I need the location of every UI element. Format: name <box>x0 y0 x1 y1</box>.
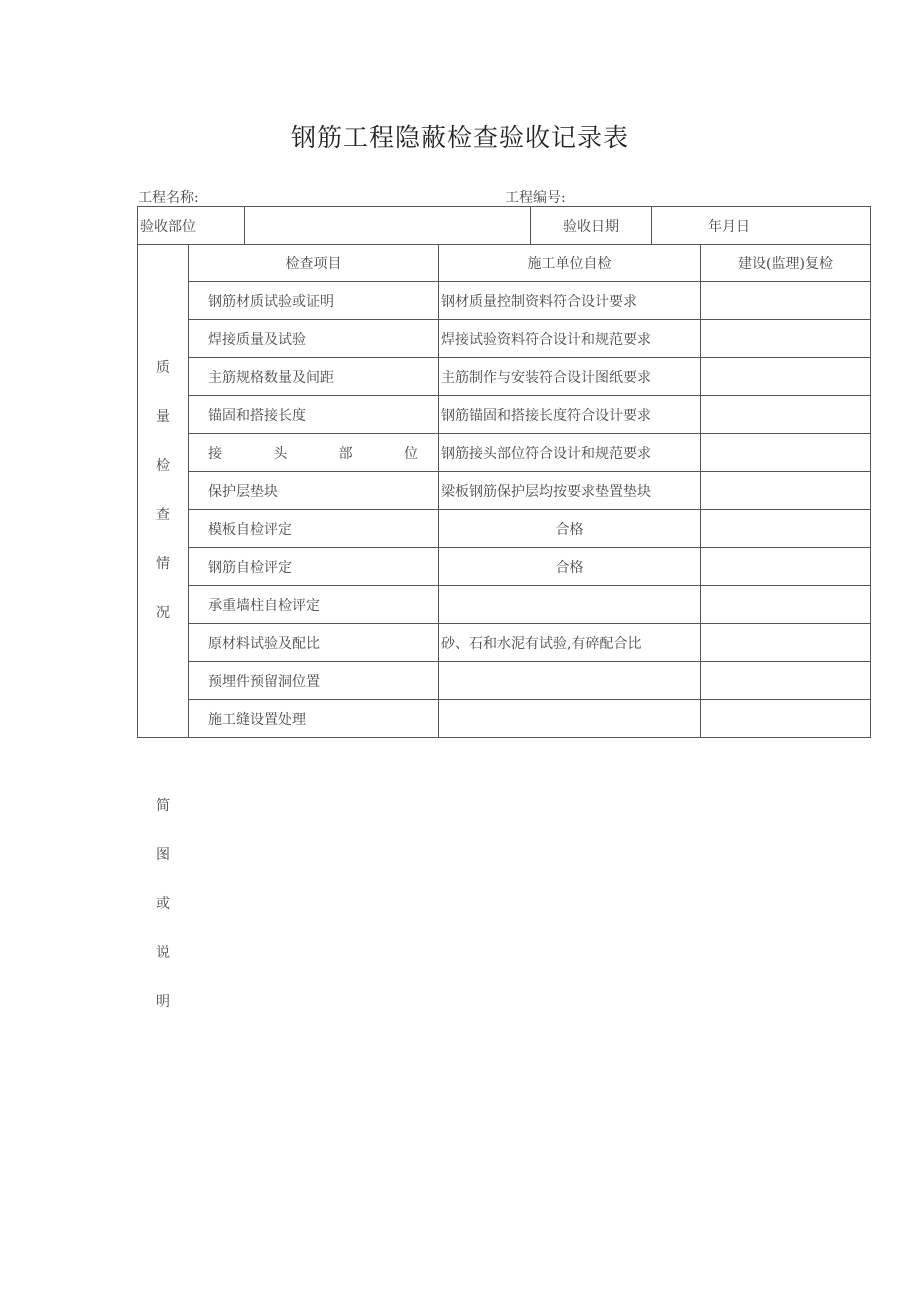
table-row <box>138 662 871 700</box>
quality-section-char: 检 <box>156 458 170 474</box>
self-check-cell[interactable]: 梁板钢筋保护层均按要求垫置垫块 <box>439 472 701 510</box>
item-name: 钢筋材质试验或证明 <box>189 282 439 320</box>
item-name: 原材料试验及配比 <box>189 624 439 662</box>
quality-section-char: 质 <box>156 360 170 376</box>
item-name: 钢筋自检评定 <box>189 548 439 586</box>
item-name: 锚固和搭接长度 <box>189 396 439 434</box>
table-row <box>138 624 871 662</box>
description-section-label <box>155 782 171 1027</box>
table-row <box>138 586 871 624</box>
acceptance-part-value[interactable] <box>245 207 531 245</box>
acceptance-part-label: 验收部位 <box>138 207 245 245</box>
acceptance-date-label: 验收日期 <box>531 207 652 245</box>
self-check-cell[interactable]: 钢筋锚固和搭接长度符合设计要求 <box>439 396 701 434</box>
table-row <box>138 700 871 738</box>
header-item: 检查项目 <box>189 245 439 282</box>
self-check-cell[interactable]: 钢材质量控制资料符合设计要求 <box>439 282 701 320</box>
header-row <box>138 245 871 282</box>
table-row <box>138 548 871 586</box>
table-row <box>138 358 871 396</box>
table-row <box>138 472 871 510</box>
quality-section-char: 况 <box>156 605 170 621</box>
page-title: 钢筋工程隐蔽检查验收记录表 <box>290 123 629 152</box>
description-char: 简 <box>156 798 170 814</box>
table-row <box>138 320 871 358</box>
description-char: 或 <box>156 896 170 912</box>
self-check-cell[interactable]: 砂、石和水泥有试验,有碎配合比 <box>439 624 701 662</box>
item-name: 施工缝设置处理 <box>189 700 439 738</box>
table-row <box>138 510 871 548</box>
self-check-cell[interactable]: 主筋制作与安装符合设计图纸要求 <box>439 358 701 396</box>
table-row <box>138 282 871 320</box>
self-check-cell[interactable]: 合格 <box>439 510 701 548</box>
item-name <box>189 434 439 472</box>
recheck-cell[interactable] <box>701 510 871 548</box>
item-name: 模板自检评定 <box>189 510 439 548</box>
recheck-cell[interactable] <box>701 586 871 624</box>
self-check-cell[interactable] <box>439 700 701 738</box>
recheck-cell[interactable] <box>701 548 871 586</box>
quality-section-char: 查 <box>156 507 170 523</box>
recheck-cell[interactable] <box>701 700 871 738</box>
item-name-char: 头 <box>273 445 288 462</box>
recheck-cell[interactable] <box>701 624 871 662</box>
item-name-char: 部 <box>338 445 353 462</box>
table-row <box>138 396 871 434</box>
description-char: 明 <box>156 994 170 1010</box>
recheck-cell[interactable] <box>701 320 871 358</box>
recheck-cell[interactable] <box>701 434 871 472</box>
recheck-cell[interactable] <box>701 358 871 396</box>
acceptance-date-value[interactable]: 年月日 <box>652 207 871 245</box>
recheck-cell[interactable] <box>701 396 871 434</box>
table-row <box>138 434 871 472</box>
item-name: 保护层垫块 <box>189 472 439 510</box>
self-check-cell[interactable]: 合格 <box>439 548 701 586</box>
self-check-cell[interactable] <box>439 586 701 624</box>
item-name-char: 接 <box>208 445 222 462</box>
acceptance-row <box>138 207 871 245</box>
quality-section-char: 情 <box>156 556 170 572</box>
recheck-cell[interactable] <box>701 282 871 320</box>
inspection-table <box>137 206 871 738</box>
quality-section-char: 量 <box>156 409 170 425</box>
header-self-check: 施工单位自检 <box>439 245 701 282</box>
recheck-cell[interactable] <box>701 472 871 510</box>
self-check-cell[interactable] <box>439 662 701 700</box>
description-char: 图 <box>156 847 170 863</box>
item-name: 预埋件预留洞位置 <box>189 662 439 700</box>
quality-section-label <box>138 245 189 738</box>
recheck-cell[interactable] <box>701 662 871 700</box>
header-recheck: 建设(监理)复检 <box>701 245 871 282</box>
project-name-label: 工程名称: <box>138 190 199 206</box>
self-check-cell[interactable]: 焊接试验资料符合设计和规范要求 <box>439 320 701 358</box>
description-char: 说 <box>156 945 170 961</box>
item-name: 承重墙柱自检评定 <box>189 586 439 624</box>
item-name: 焊接质量及试验 <box>189 320 439 358</box>
item-name-char: 位 <box>403 445 418 462</box>
self-check-cell[interactable]: 钢筋接头部位符合设计和规范要求 <box>439 434 701 472</box>
item-name: 主筋规格数量及间距 <box>189 358 439 396</box>
project-number-label: 工程编号: <box>505 190 566 206</box>
